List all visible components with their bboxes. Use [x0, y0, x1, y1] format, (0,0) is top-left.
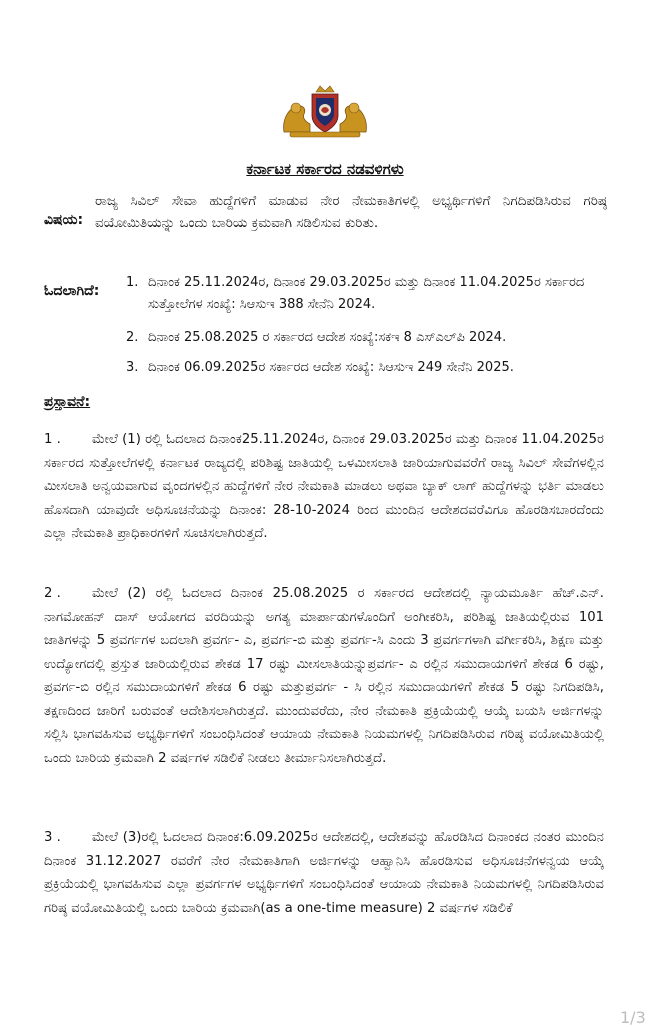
page-indicator: 1/3	[620, 1008, 646, 1027]
preamble-paragraph	[44, 428, 604, 546]
karnataka-emblem-icon	[276, 84, 374, 140]
paragraph-number: 2 .	[44, 586, 61, 601]
paragraph-number: 3 .	[44, 830, 61, 845]
preamble-paragraph	[44, 582, 604, 770]
subject-text: ರಾಜ್ಯ ಸಿವಿಲ್ ಸೇವಾ ಹುದ್ದೆಗಳಿಗೆ ಮಾಡುವ ನೇರ ನೇಮಕಾತಿಗಳಲ್ಲಿ ಅಭ್ಯರ್ಥಿಗಳಿಗೆ ನಿಗದಿಪಡಿಸಿರುವ ಗರಿಷ್ಠ ವಯೋಮಿತಿಯನ್ನು ಒಂದು ಬಾರಿಯ ಕ್ರಮವಾಗಿ ಸಡಿಲಿಸುವ ಕುರಿತು.	[95, 193, 607, 231]
references-label: ಓದಲಾಗಿದೆ:	[44, 283, 100, 299]
paragraph-text: ಮೇಲೆ (1) ರಲ್ಲಿ ಓದಲಾದ ದಿನಾಂಕ25.11.2024ರ, ದಿನಾಂಕ 29.03.2025ರ ಮತ್ತು ದಿನಾಂಕ 11.04.2025ರ ಸರ್ಕಾರದ ಸುತ್ತೋಲೆಗಳಲ್ಲಿ ಕರ್ನಾಟಕ ರಾಜ್ಯದಲ್ಲಿ ಪರಿಶಿಷ್ಟ ಜಾತಿಯಲ್ಲಿ ಒಳಮೀಸಲಾತಿ ಜಾರಿಯಾಗುವವರೆಗೆ ರಾಜ್ಯ ಸಿವಿಲ್ ಸೇವೆಗಳಲ್ಲಿನ ಮೀಸಲಾತಿ ಅನ್ವಯವಾಗುವ ವೃಂದಗಳಲ್ಲಿನ ಹುದ್ದೆಗಳಿಗೆ ನೇರ ನೇಮಕಾತಿ ಮಾಡಲು ಅಥವಾ ಬ್ಯಾಕ್ ಲಾಗ್ ಹುದ್ದೆಗಳನ್ನು ಭರ್ತಿ ಮಾಡಲು ಹೊಸದಾಗಿ ಯಾವುದೇ ಅಧಿಸೂಚನೆಯನ್ನು ದಿನಾಂಕ: 28-10-2024 ರಿಂದ ಮುಂದಿನ ಆದೇಶದವರೆವಿಗೂ ಹೊರಡಿಸಬಾರದೆಂದು ಎಲ್ಲಾ ನೇಮಕಾತಿ ಪ್ರಾಧಿಕಾರಗಳಿಗೆ ಸೂಚಿಸಲಾಗಿರುತ್ತದೆ.	[44, 432, 604, 541]
reference-item	[126, 272, 600, 316]
reference-item	[126, 357, 600, 379]
reference-number: 1.	[126, 275, 139, 290]
preamble-paragraph	[44, 826, 604, 920]
reference-number: 2.	[126, 330, 139, 345]
preamble-heading: ಪ್ರಸ್ತಾವನೆ:	[44, 394, 91, 410]
paragraph-text: ಮೇಲೆ (3)ರಲ್ಲಿ ಓದಲಾದ ದಿನಾಂಕ:6.09.2025ರ ಆದೇಶದಲ್ಲಿ, ಆದೇಶವನ್ನು ಹೊರಡಿಸಿದ ದಿನಾಂಕದ ನಂತರ ಮುಂದಿನ ದಿನಾಂಕ 31.12.2027 ರವರೆಗೆ ನೇರ ನೇಮಕಾತಿಗಾಗಿ ಅರ್ಜಿಗಳನ್ನು ಆಹ್ವಾನಿಸಿ ಹೊರಡಿಸುವ ಅಧಿಸೂಚನೆಗಳನ್ವಯ ಆಯ್ಕೆ ಪ್ರಕ್ರಿಯೆಯಲ್ಲಿ ಭಾಗವಹಿಸುವ ಎಲ್ಲಾ ಪ್ರವರ್ಗಗಳ ಅಭ್ಯರ್ಥಿಗಳಿಗೆ ಸಂಬಂಧಿಸಿದಂತೆ ಆಯಾಯ ನೇಮಕಾತಿ ನಿಯಮಗಳಲ್ಲಿ ನಿಗದಿಪಡಿಸಿರುವ ಗರಿಷ್ಠ ವಯೋಮಿತಿಯಲ್ಲಿ ಒಂದು ಬಾರಿಯ ಕ್ರಮವಾಗಿ(as a one-time measure) 2 ವರ್ಷಗಳ ಸಡಿಲಿಕೆ	[44, 830, 604, 916]
reference-number: 3.	[126, 360, 139, 375]
reference-text: ದಿನಾಂಕ 06.09.2025ರ ಸರ್ಕಾರದ ಆದೇಶ ಸಂಖ್ಯೆ: ಸಿಆಸುಇ 249 ಸೇನೆನಿ 2025.	[148, 360, 514, 375]
page-title: ಕರ್ನಾಟಕ ಸರ್ಕಾರದ ನಡವಳಿಗಳು	[246, 160, 404, 178]
reference-text: ದಿನಾಂಕ 25.08.2025 ರ ಸರ್ಕಾರದ ಆದೇಶ ಸಂಖ್ಯೆ:ಸಕಇ 8 ಎಸ್ಎಲ್‌ಪಿ 2024.	[148, 330, 507, 345]
reference-item	[126, 327, 600, 349]
reference-text: ದಿನಾಂಕ 25.11.2024ರ, ದಿನಾಂಕ 29.03.2025ರ ಮತ್ತು ದಿನಾಂಕ 11.04.2025ರ ಸರ್ಕಾರದ ಸುತ್ತೋಲೆಗಳ ಸಂಖ್ಯೆ: ಸಿಆಸುಇ 388 ಸೇನೆನಿ 2024.	[148, 275, 585, 312]
paragraph-number: 1 .	[44, 432, 61, 447]
paragraph-text: ಮೇಲೆ (2) ರಲ್ಲಿ ಓದಲಾದ ದಿನಾಂಕ 25.08.2025 ರ ಸರ್ಕಾರದ ಆದೇಶದಲ್ಲಿ ನ್ಯಾಯಮೂರ್ತಿ ಹೆಚ್.ಎನ್. ನಾಗಮೋಹನ್ ದಾಸ್ ಆಯೋಗದ ವರದಿಯನ್ನು ಅಗತ್ಯ ಮಾರ್ಪಾಡುಗಳೊಂದಿಗೆ ಅಂಗೀಕರಿಸಿ, ಪರಿಶಿಷ್ಟ ಜಾತಿಯಲ್ಲಿರುವ 101 ಜಾತಿಗಳನ್ನು 5 ಪ್ರವರ್ಗಗಳ ಬದಲಾಗಿ ಪ್ರವರ್ಗ- ಎ, ಪ್ರವರ್ಗ-ಬಿ ಮತ್ತು ಪ್ರವರ್ಗ-ಸಿ ಎಂದು 3 ಪ್ರವರ್ಗಗಳಾಗಿ ವರ್ಗೀಕರಿಸಿ, ಶಿಕ್ಷಣ ಮತ್ತು ಉದ್ಯೋಗದಲ್ಲಿ ಪ್ರಸ್ತುತ ಜಾರಿಯಲ್ಲಿರುವ ಶೇಕಡ 17 ರಷ್ಟು ಮೀಸಲಾತಿಯನ್ನುಪ್ರವರ್ಗ- ಎ ರಲ್ಲಿನ ಸಮುದಾಯಗಳಿಗೆ ಶೇಕಡ 6 ರಷ್ಟು, ಪ್ರವರ್ಗ-ಬಿ ರಲ್ಲಿನ ಸಮುದಾಯಗಳಿಗೆ ಶೇಕಡ 6 ರಷ್ಟು ಮತ್ತುಪ್ರವರ್ಗ - ಸಿ ರಲ್ಲಿನ ಸಮುದಾಯಗಳಿಗೆ ಶೇಕಡ 5 ರಷ್ಟು ನಿಗದಿಪಡಿಸಿ, ತಕ್ಷಣದಿಂದ ಜಾರಿಗೆ ಬರುವಂತೆ ಆದೇಶಿಸಲಾಗಿರುತ್ತದೆ. ಮುಂದುವರೆದು, ನೇರ ನೇಮಕಾತಿ ಪ್ರಕ್ರಿಯೆಯಲ್ಲಿ ಆಯ್ಕೆ ಬಯಸಿ ಅರ್ಜಿಗಳನ್ನು ಸಲ್ಲಿಸಿ ಭಾಗವಹಿಸುವ ಅಭ್ಯರ್ಥಿಗಳಿಗೆ ಸಂಬಂಧಿಸಿದಂತೆ ಆಯಾಯ ನೇಮಕಾತಿ ನಿಯಮಗಳಲ್ಲಿ ನಿಗದಿಪಡಿಸಿರುವ ಗರಿಷ್ಠ ವಯೋಮಿತಿಯಲ್ಲಿ ಒಂದು ಬಾರಿಯ ಕ್ರಮವಾಗಿ 2 ವರ್ಷಗಳ ಸಡಿಲಿಕೆ ನೀಡಲು ತೀರ್ಮಾನಿಸಲಾಗಿರುತ್ತದೆ.	[44, 586, 604, 766]
subject-label: ವಿಷಯ:	[44, 212, 84, 228]
